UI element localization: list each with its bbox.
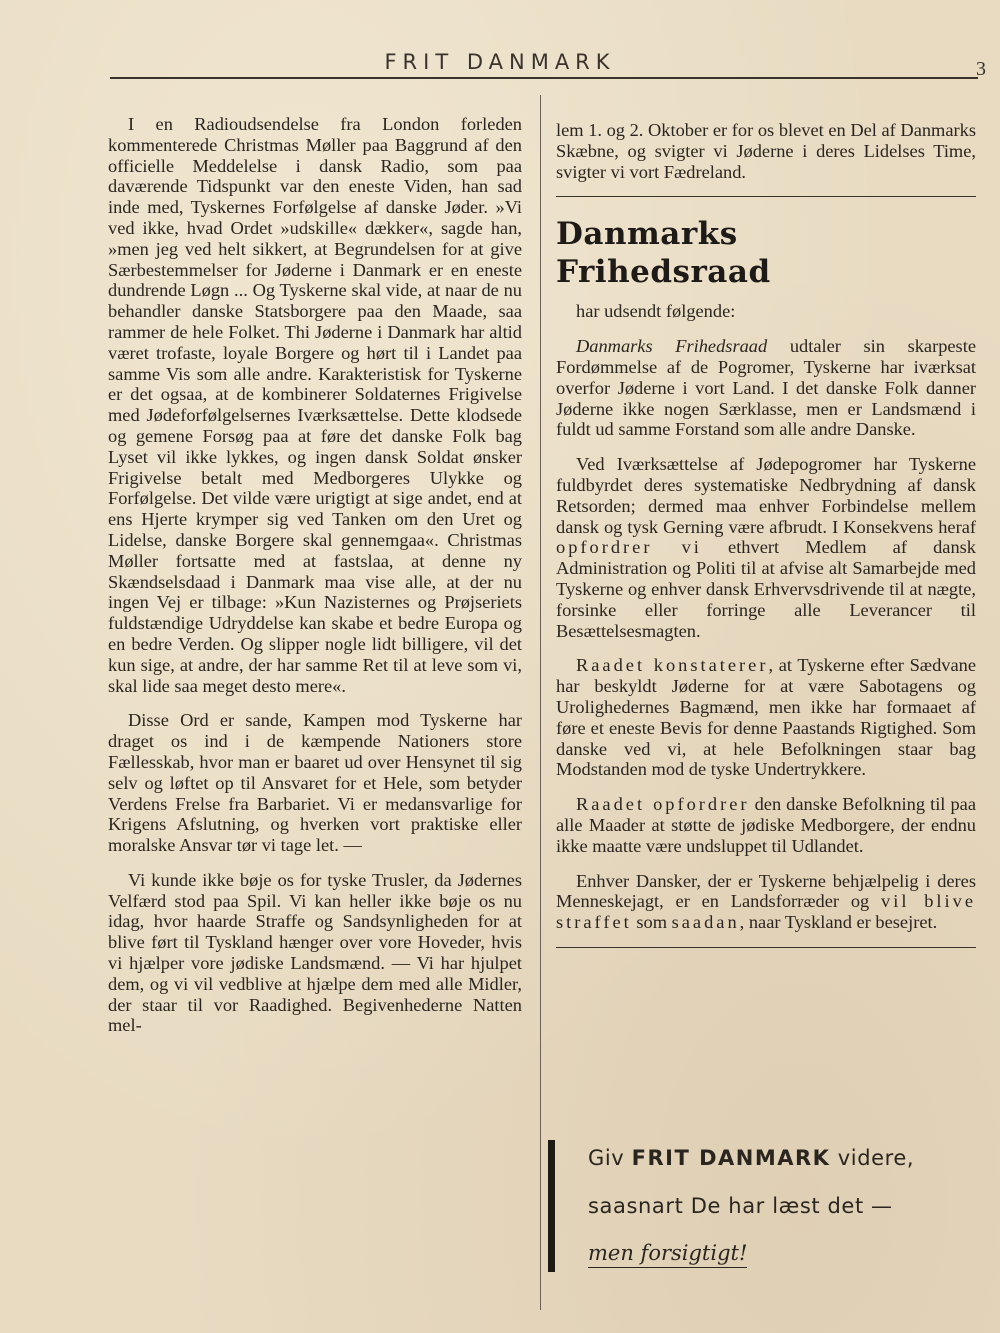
council-name: Danmarks Frihedsraad	[576, 336, 768, 357]
statement-paragraph	[556, 871, 976, 933]
statement-text: udtaler sin skarpeste Fordømmelse af de Pogromer, Tyskerne har iværksat overfor Jøderne i vort Land. I det danske Folk danner Jøderne ikke nogen Særklasse, men er Landsmænd i fuldt ud samme Forstand som alle andre Danske.	[556, 336, 976, 440]
statement-text: ethvert Medlem af dansk Administration og Politi til at afvise alt Samarbejde med Tyskerne og enhver dansk Erhvervsdrivende til at nægte, forsinke eller forringe alle Leverancer til Besættelsesmagten.	[556, 537, 976, 641]
statement-text: den danske Befolkning til paa alle Maader at støtte de jødiske Medborgere, der endnu ikke maatte være undsluppet til Udlandet.	[556, 794, 976, 856]
article-paragraph: I en Radioudsendelse fra London forleden kommenterede Christmas Møller paa Baggrund af den officielle Meddelelse i dansk Radio, som paa daværende Tidspunkt var den eneste Viden, han sad inde med, Tyskernes Forfølgelse af danske Jøder. »Vi ved ikke, hvad Ordet »udskille« dækker«, sagde han, »men jeg ved helt sikkert, at Begrundelsen for at give Særbestemmelser for Jøderne i Danmark er en eneste dundrende Løgn ... Og Tyskerne skal vide, at naar de nu behandler danske Statsborgere paa den Maade, saa rammer de hele Folket. Thi Jøderne i Danmark har altid været trofaste, loyale Borgere og hørt til i Landet paa samme Vis som alle andre. Karakteristisk for Tyskerne er det ogsaa, at de kombinerer Soldaternes Frigivelse med Jødeforfølgelsernes Iværksættelse. Dette klodsede og gemene Forsøg paa at føre det danske Folk bag Lyset vil ikke lykkes, og ingen dansk Soldat ønsker Frigivelse betalt med Medborgeres Ulykke og Forfølgelse. Det vilde være urigtigt at sige andet, end at ens Hjerte krymper sig ved Tanken om den Uret og Lidelse, danske Borgere skal gennemgaa«. Christmas Møller fortsatte med at fastslaa, at denne ny Skændselsdaad i Danmark maa vise alle, at der nu ingen Vej er tilbage: »Kun Nazisternes og Prøjseriets fuldstændige Udryddelse kan skabe et bedre Europa og en bedre Verden. Og slipper nogle lidt billigere, vil det kun sige, at andre, der har samme Ret til at leve som vi, skal lide saa meget desto mere«.	[108, 114, 522, 696]
section-title-line: Frihedsraad	[556, 254, 771, 291]
article-continuation: lem 1. og 2. Oktober er for os blevet en Del af Danmarks Skæbne, og svigter vi Jøderne i deres Lidelses Time, svigter vi vort Fædreland.	[556, 120, 976, 182]
promo-brand: FRIT DANMARK	[631, 1146, 831, 1170]
spaced-emphasis: opfordrer vi	[556, 537, 702, 558]
promo-line	[588, 1146, 914, 1170]
statement-paragraph	[556, 794, 976, 856]
spaced-emphasis: Raadet opfordrer	[576, 794, 750, 815]
statement-text: , at Tyskerne efter Sædvane har beskyldt Jøderne for at være Sabotagens og Urolighedernes Bagmænd, men ikke har formaaet af føre et eneste Bevis for denne Paastands Rigtighed. Som danske ved vi, at hele Befolkningen staar bag Modstanden mod de tyske Undertrykkere.	[556, 655, 976, 780]
article-paragraph: Vi kunde ikke bøje os for tyske Trusler, da Jødernes Velfærd stod paa Spil. Vi kan heller ikke bøje os nu idag, hvor haarde Straffe og Sandsynligheden for at blive ført til Tyskland hænger over vore Hoveder, hvis vi hjælper vore jødiske Landsmænd. — Vi har hjulpet dem, og vi vil vedblive at hjælpe dem med alle Midler, der staar til vor Raadighed. Begivenhederne Natten mel-	[108, 869, 522, 1036]
spaced-emphasis: Raadet konstaterer	[576, 655, 769, 676]
statement-paragraph	[556, 655, 976, 780]
statement-text: Enhver Dansker, der er Tyskerne behjælpelig i deres Menneskejagt, er en Landsforræder og	[556, 870, 976, 912]
promo-bar	[548, 1140, 555, 1272]
spaced-emphasis: vil blive straffet	[556, 891, 976, 933]
statement-text: , naar Tyskland er besejret.	[739, 912, 938, 933]
statement-text: som	[631, 912, 672, 933]
section-title-line: Danmarks	[556, 216, 738, 253]
pass-it-on-box	[548, 1140, 978, 1275]
section-title	[556, 215, 976, 291]
page-number: 3	[976, 58, 986, 80]
column-divider	[540, 95, 541, 1310]
article-paragraph: Disse Ord er sande, Kampen mod Tyskerne har draget os ind i de kæmpende Nationers store Fællesskab, hvor man er baaret ud over Hensynet til sig selv og løftet op til Ansvaret for et Hele, som betyder Verdens Frelse fra Barbariet. Vi er medansvarlige for Krigens Afslutning, og hverken vort praktiske eller moralske Ansvar tør vi tage let. —	[108, 710, 522, 856]
promo-line: saasnart De har læst det —	[588, 1194, 893, 1218]
section-rule	[556, 947, 976, 948]
section-rule	[556, 196, 976, 197]
statement-text: Ved Iværksættelse af Jødepogromer har Tyskerne fuldbyrdet deres systematiske Nedbrydning af dansk Retsorden; dermed maa enhver Forbindelse mellem dansk og tysk Gerning være afbrudt. I Konsekvens heraf	[556, 454, 976, 537]
promo-text: Giv	[588, 1146, 632, 1170]
spaced-emphasis: saadan	[671, 912, 740, 933]
left-column	[108, 114, 522, 1050]
section-intro: har udsendt følgende:	[576, 301, 736, 322]
masthead: FRIT DANMARK	[384, 50, 616, 74]
right-column	[556, 120, 976, 948]
header-rule	[110, 77, 978, 79]
promo-warning: men forsigtigt!	[588, 1241, 747, 1268]
statement-paragraph	[556, 336, 976, 440]
statement-paragraph	[556, 454, 976, 641]
promo-text: videre,	[830, 1146, 915, 1170]
